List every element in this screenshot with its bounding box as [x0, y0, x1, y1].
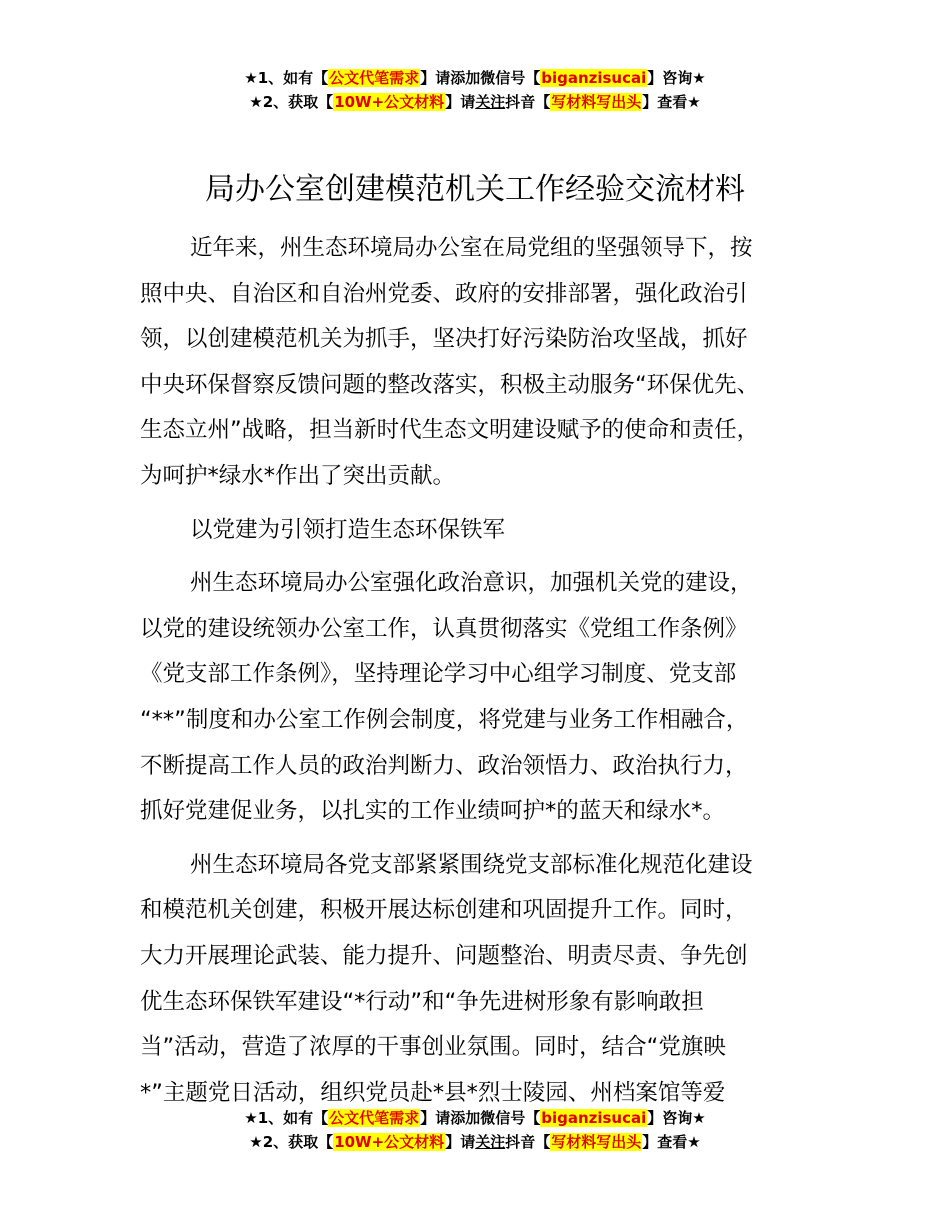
- banner-text: 】请: [445, 1133, 476, 1151]
- paragraph-line: 大力开展理论武装、能力提升、问题整治、明责尽责、争先创: [140, 942, 748, 969]
- banner-line-2: [0, 90, 950, 114]
- header-banner: [0, 66, 950, 114]
- banner-text: 】咨询★: [647, 69, 706, 87]
- banner-line-2: [0, 1130, 950, 1154]
- paragraph-line: 不断提高工作人员的政治判断力、政治领悟力、政治执行力，: [140, 752, 748, 779]
- banner-line-1: [0, 66, 950, 90]
- banner-highlight-service: 公文代笔需求: [329, 1109, 420, 1127]
- paragraph-line: 近年来，州生态环境局办公室在局党组的坚强领导下，按: [190, 235, 753, 261]
- banner-text: ★2、获取【: [249, 1133, 334, 1151]
- section-heading: 以党建为引领打造生态环保铁军: [190, 516, 506, 543]
- banner-highlight-service: 公文代笔需求: [329, 69, 420, 87]
- banner-text: ★1、如有【: [244, 1109, 329, 1127]
- banner-highlight-wechat: biganzisucai: [541, 69, 647, 87]
- paragraph-line: 抓好党建促业务，以扎实的工作业绩呵护*的蓝天和绿水*。: [140, 798, 726, 825]
- document-body: [140, 226, 840, 1116]
- paragraph-line: 以党的建设统领办公室工作，认真贯彻落实《党组工作条例》: [140, 615, 748, 642]
- banner-text: 】请: [445, 93, 476, 111]
- paragraph-party-building: [140, 561, 840, 835]
- paragraph-line: 州生态环境局各党支部紧紧围绕党支部标准化规范化建设: [190, 851, 753, 878]
- banner-text: 】咨询★: [647, 1109, 706, 1127]
- banner-highlight-douyin: 写材料写出头: [551, 93, 642, 111]
- banner-text: 抖音【: [505, 1133, 551, 1151]
- paragraph-intro: [140, 226, 840, 500]
- banner-highlight-douyin: 写材料写出头: [551, 1133, 642, 1151]
- banner-underlined-text: 关注: [475, 1133, 506, 1151]
- paragraph-line: 为呵护*绿水*作出了突出贡献。: [140, 462, 456, 489]
- paragraph-line: 州生态环境局办公室强化政治意识，加强机关党的建设，: [190, 570, 753, 597]
- paragraph-line: 照中央、自治区和自治州党委、政府的安排部署，强化政治引: [140, 280, 748, 307]
- paragraph-line: 当”活动，营造了浓厚的干事创业氛围。同时，结合“党旗映: [140, 1034, 726, 1061]
- banner-text: 】请添加微信号【: [420, 1109, 541, 1127]
- paragraph-line: “**”制度和办公室工作例会制度，将党建与业务工作相融合，: [140, 706, 749, 733]
- banner-highlight-materials: 10W+公文材料: [334, 1133, 445, 1151]
- paragraph-line: 生态立州”战略，担当新时代生态文明建设赋予的使命和责任，: [140, 417, 760, 444]
- paragraph-line: 《党支部工作条例》，坚持理论学习中心组学习制度、党支部: [140, 661, 737, 688]
- paragraph-line: *”主题党日活动，组织党员赴*县*烈士陵园、州档案馆等爱: [140, 1079, 726, 1106]
- document-title: 局办公室创建模范机关工作经验交流材料: [205, 172, 745, 207]
- paragraph-line: 优生态环保铁军建设“*行动”和“争先进树形象有影响敢担: [140, 988, 704, 1015]
- paragraph-line: 和模范机关创建，积极开展达标创建和巩固提升工作。同时，: [140, 897, 748, 924]
- banner-text: ★2、获取【: [249, 93, 334, 111]
- banner-line-1: [0, 1106, 950, 1130]
- footer-banner: [0, 1106, 950, 1154]
- paragraph-line: 领，以创建模范机关为抓手，坚决打好污染防治攻坚战，抓好: [140, 326, 748, 353]
- banner-text: 】查看★: [642, 1133, 701, 1151]
- banner-highlight-wechat: biganzisucai: [541, 1109, 647, 1127]
- banner-text: ★1、如有【: [244, 69, 329, 87]
- banner-highlight-materials: 10W+公文材料: [334, 93, 445, 111]
- banner-text: 抖音【: [505, 93, 551, 111]
- paragraph-line: 中央环保督察反馈问题的整改落实，积极主动服务“环保优先、: [140, 371, 760, 398]
- banner-text: 】请添加微信号【: [420, 69, 541, 87]
- paragraph-branches: [140, 843, 840, 1117]
- banner-underlined-text: 关注: [475, 93, 506, 111]
- banner-text: 】查看★: [642, 93, 701, 111]
